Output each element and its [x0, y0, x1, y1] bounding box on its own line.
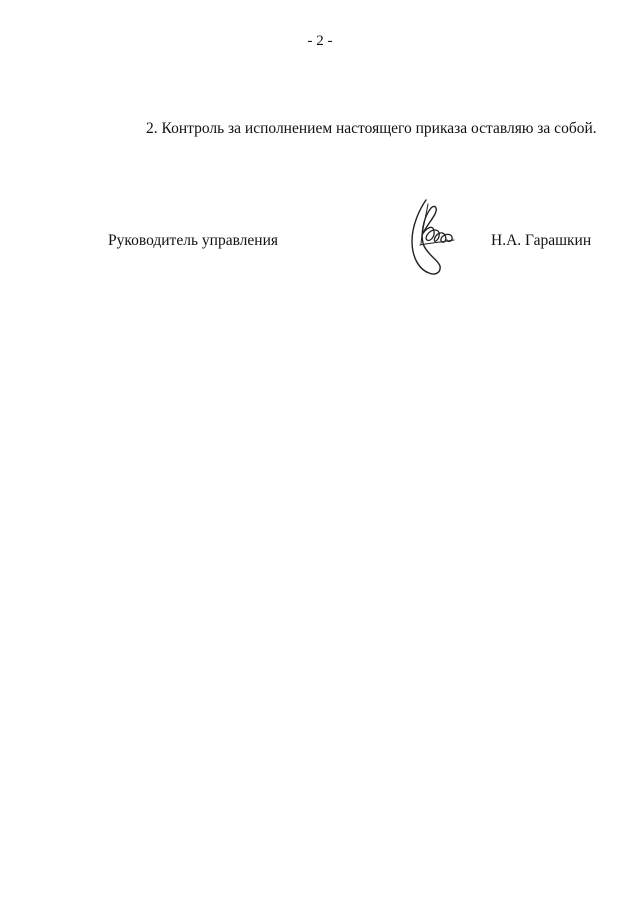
page-number: - 2 - [307, 33, 333, 49]
paragraph-control: 2. Контроль за исполнением настоящего приказа оставляю за собой. [146, 120, 597, 137]
signer-position: Руководитель управления [108, 232, 279, 249]
handwritten-signature [402, 196, 458, 278]
signer-name: Н.А. Гарашкин [491, 232, 592, 249]
